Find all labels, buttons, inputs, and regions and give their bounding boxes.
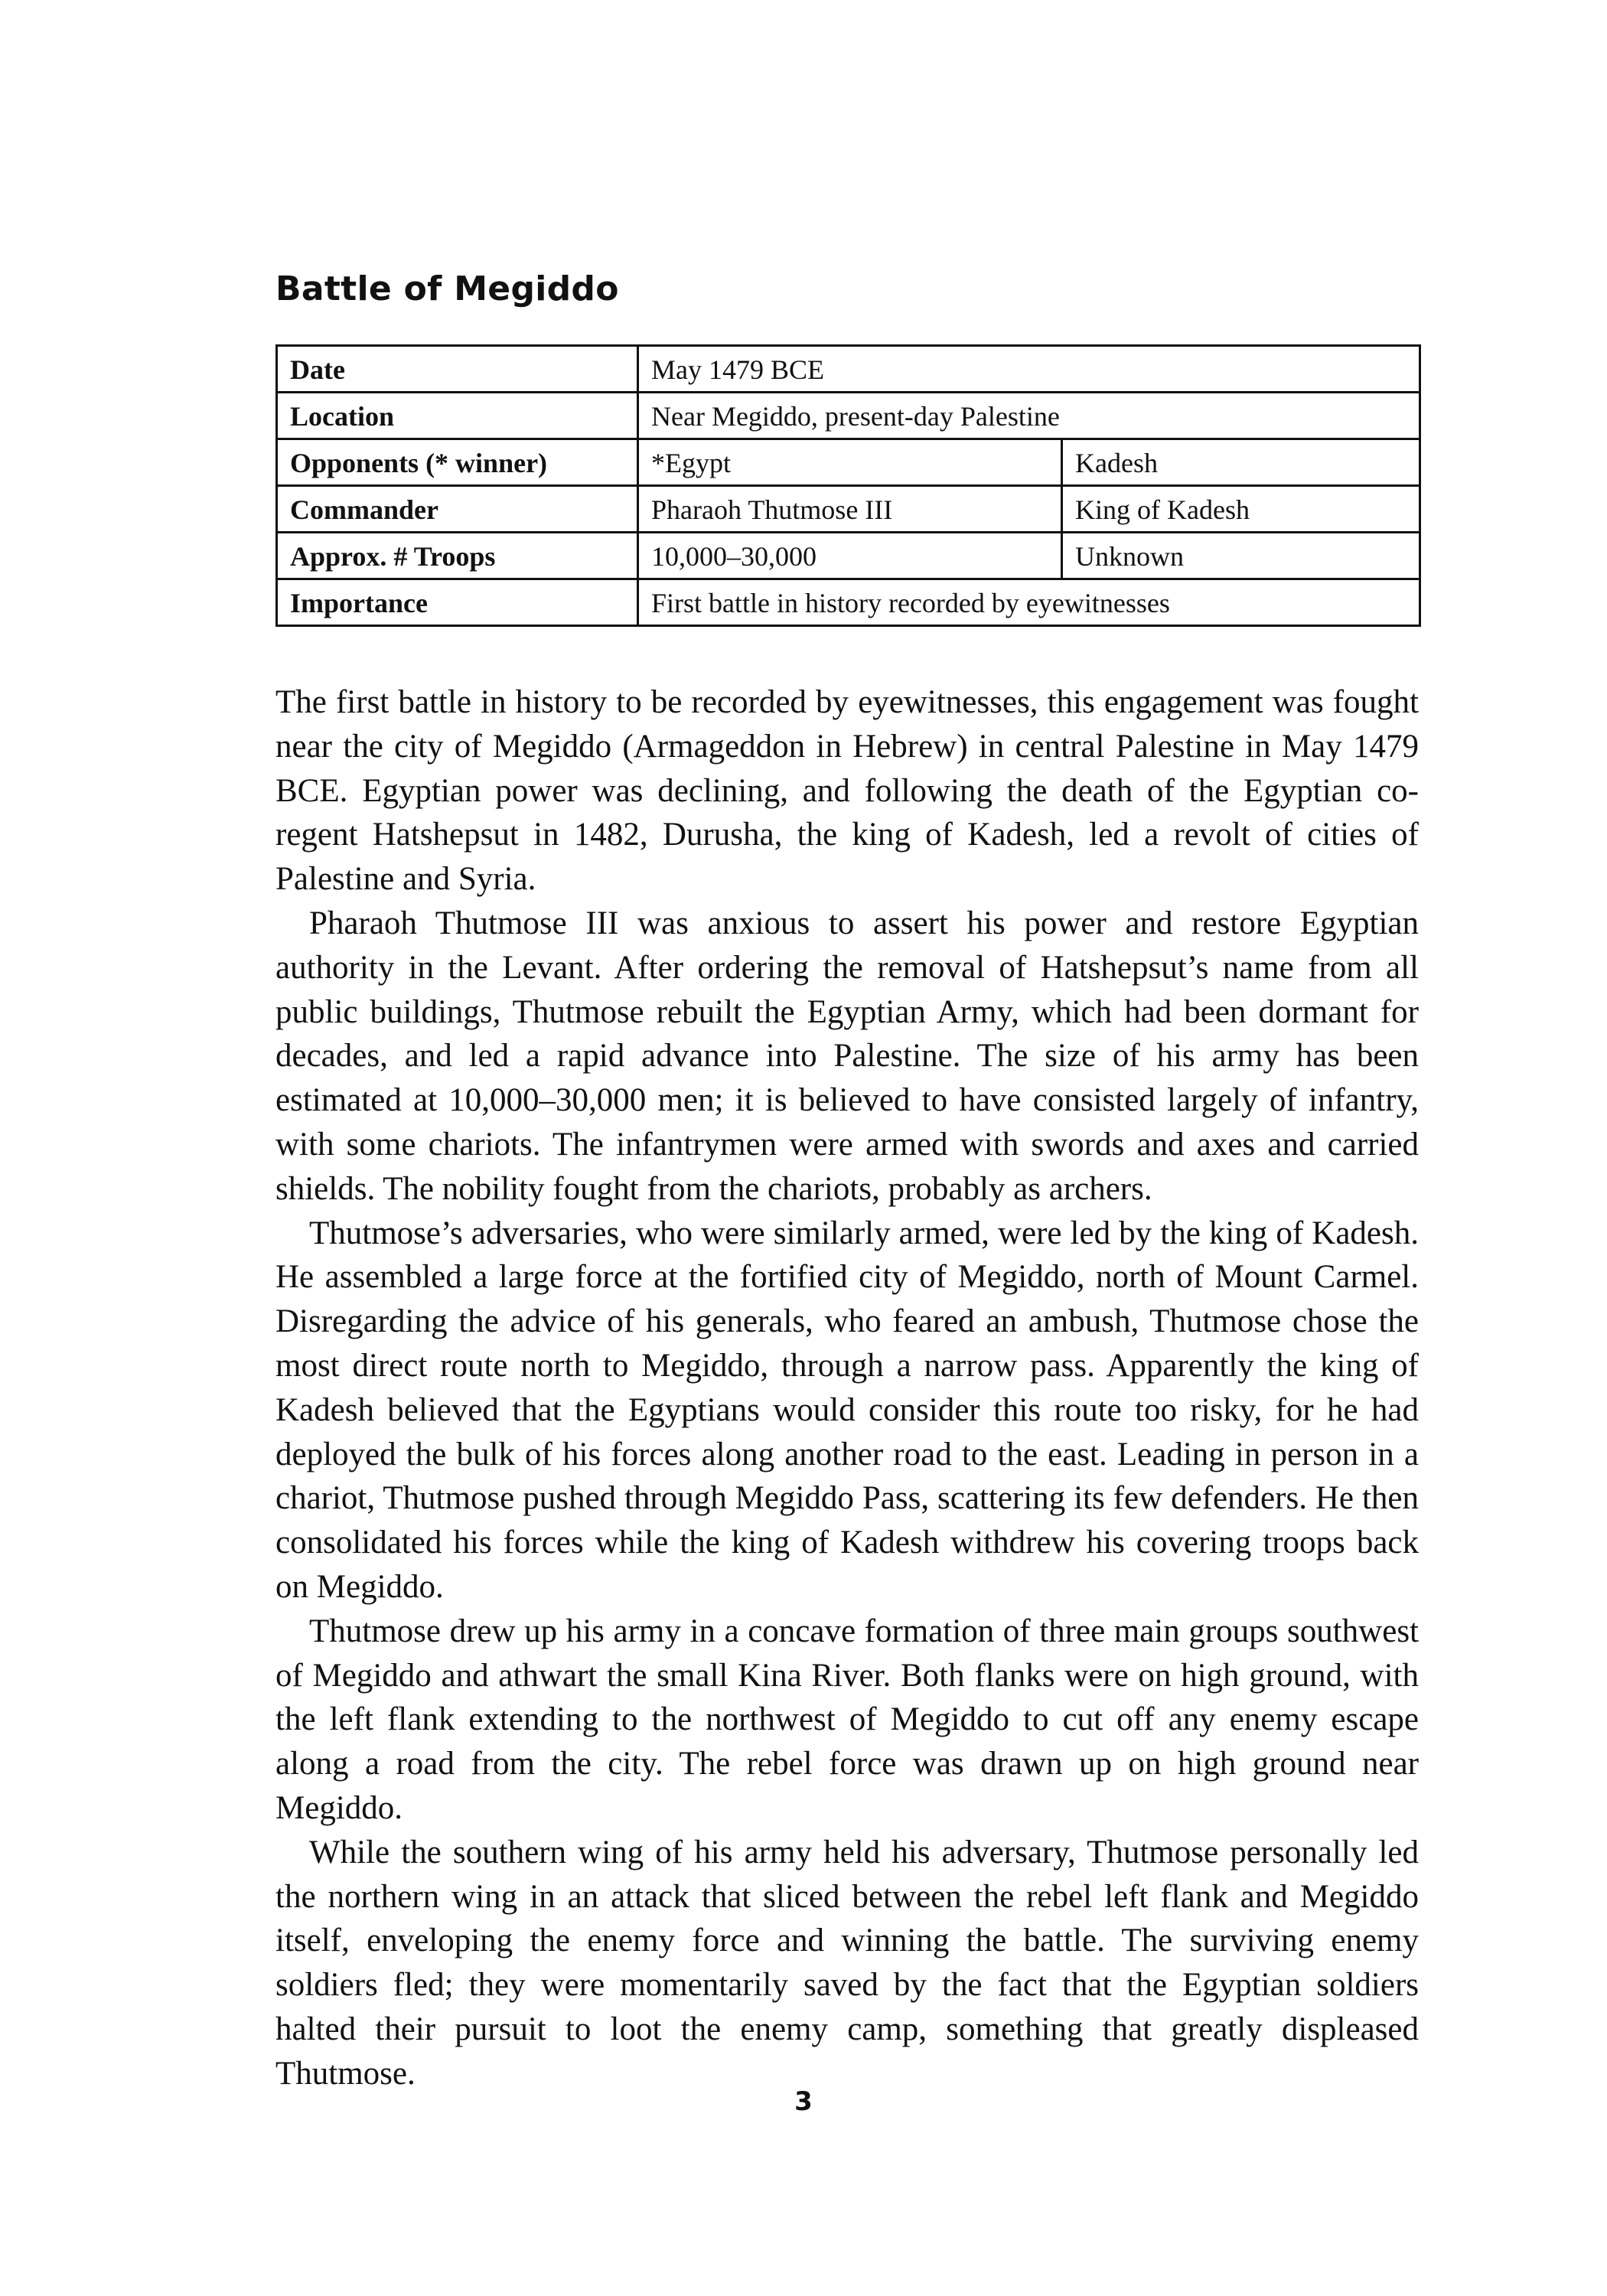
row-value-side-2: Kadesh xyxy=(1062,439,1420,486)
paragraph-4: Thutmose drew up his army in a concave formation of three main groups southwest of Megiddo and athwart the small Kina River. Both flanks were on high ground, with the left flank extending to the northwest of Megiddo to cut off any enemy escape along a road from the city. The rebel force was drawn up on high ground near Megiddo. xyxy=(275,1613,1419,1826)
page-number: 3 xyxy=(794,2086,813,2117)
row-value: May 1479 BCE xyxy=(638,346,1420,393)
paragraph-3: Thutmose’s adversaries, who were similarly armed, were led by the king of Kadesh. He assembled a large force at the fortified city of Megiddo, north of Mount Carmel. Disregarding the advice of his generals, who feared an ambush, Thutmose chose the most direct route north to Megiddo, through a narrow pass. Apparently the king of Kadesh believed that the Egyptians would consider this route too risky, for he had deployed the bulk of his forces along another road to the east. Leading in person in a chariot, Thutmose pushed through Megiddo Pass, scattering its few defenders. He then consolidated his forces while the king of Kadesh withdrew his covering troops back on Megiddo. xyxy=(275,1215,1419,1605)
table-row-location xyxy=(277,393,1420,439)
table-row-troops xyxy=(277,533,1420,579)
table-row-date xyxy=(277,346,1420,393)
row-value-side-1: Pharaoh Thutmose III xyxy=(638,486,1062,533)
row-label: Location xyxy=(277,393,638,439)
row-value-side-2: King of Kadesh xyxy=(1062,486,1420,533)
table-row-opponents xyxy=(277,439,1420,486)
row-label: Commander xyxy=(277,486,638,533)
page-title: Battle of Megiddo xyxy=(275,269,619,308)
battle-facts-table xyxy=(275,344,1421,627)
table-row-importance xyxy=(277,579,1420,626)
row-value-side-1: *Egypt xyxy=(638,439,1062,486)
row-value-side-1: 10,000–30,000 xyxy=(638,533,1062,579)
row-label: Date xyxy=(277,346,638,393)
row-value-side-2: Unknown xyxy=(1062,533,1420,579)
row-label: Approx. # Troops xyxy=(277,533,638,579)
row-value: First battle in history recorded by eyewitnesses xyxy=(638,579,1420,626)
row-value: Near Megiddo, present-day Palestine xyxy=(638,393,1420,439)
row-label: Importance xyxy=(277,579,638,626)
row-label: Opponents (* winner) xyxy=(277,439,638,486)
paragraph-1: The first battle in history to be recorded by eyewitnesses, this engagement was fought near the city of Megiddo (Armageddon in Hebrew) in central Palestine in May 1479 BCE. Egyptian power was declining, and following the death of the Egyptian co-regent Hatshepsut in 1482, Durusha, the king of Kadesh, led a revolt of cities of Palestine and Syria. xyxy=(275,684,1419,898)
paragraph-2: Pharaoh Thutmose III was anxious to assert his power and restore Egyptian authority in the Levant. After ordering the removal of Hatshepsut’s name from all public buildings, Thutmose rebuilt the Egyptian Army, which had been dormant for decades, and led a rapid advance into Palestine. The size of his army has been estimated at 10,000–30,000 men; it is believed to have consisted largely of infantry, with some chariots. The infantrymen were armed with swords and axes and carried shields. The nobility fought from the chariots, probably as archers. xyxy=(275,905,1419,1207)
paragraph-5: While the southern wing of his army held his adversary, Thutmose personally led the northern wing in an attack that sliced between the rebel left flank and Megiddo itself, enveloping the enemy force and winning the battle. The surviving enemy soldiers fled; they were momentarily saved by the fact that the Egyptian soldiers halted their pursuit to loot the enemy camp, something that greatly displeased Thutmose. xyxy=(275,1834,1419,2092)
body-text xyxy=(275,680,1419,2096)
table-row-commander xyxy=(277,486,1420,533)
